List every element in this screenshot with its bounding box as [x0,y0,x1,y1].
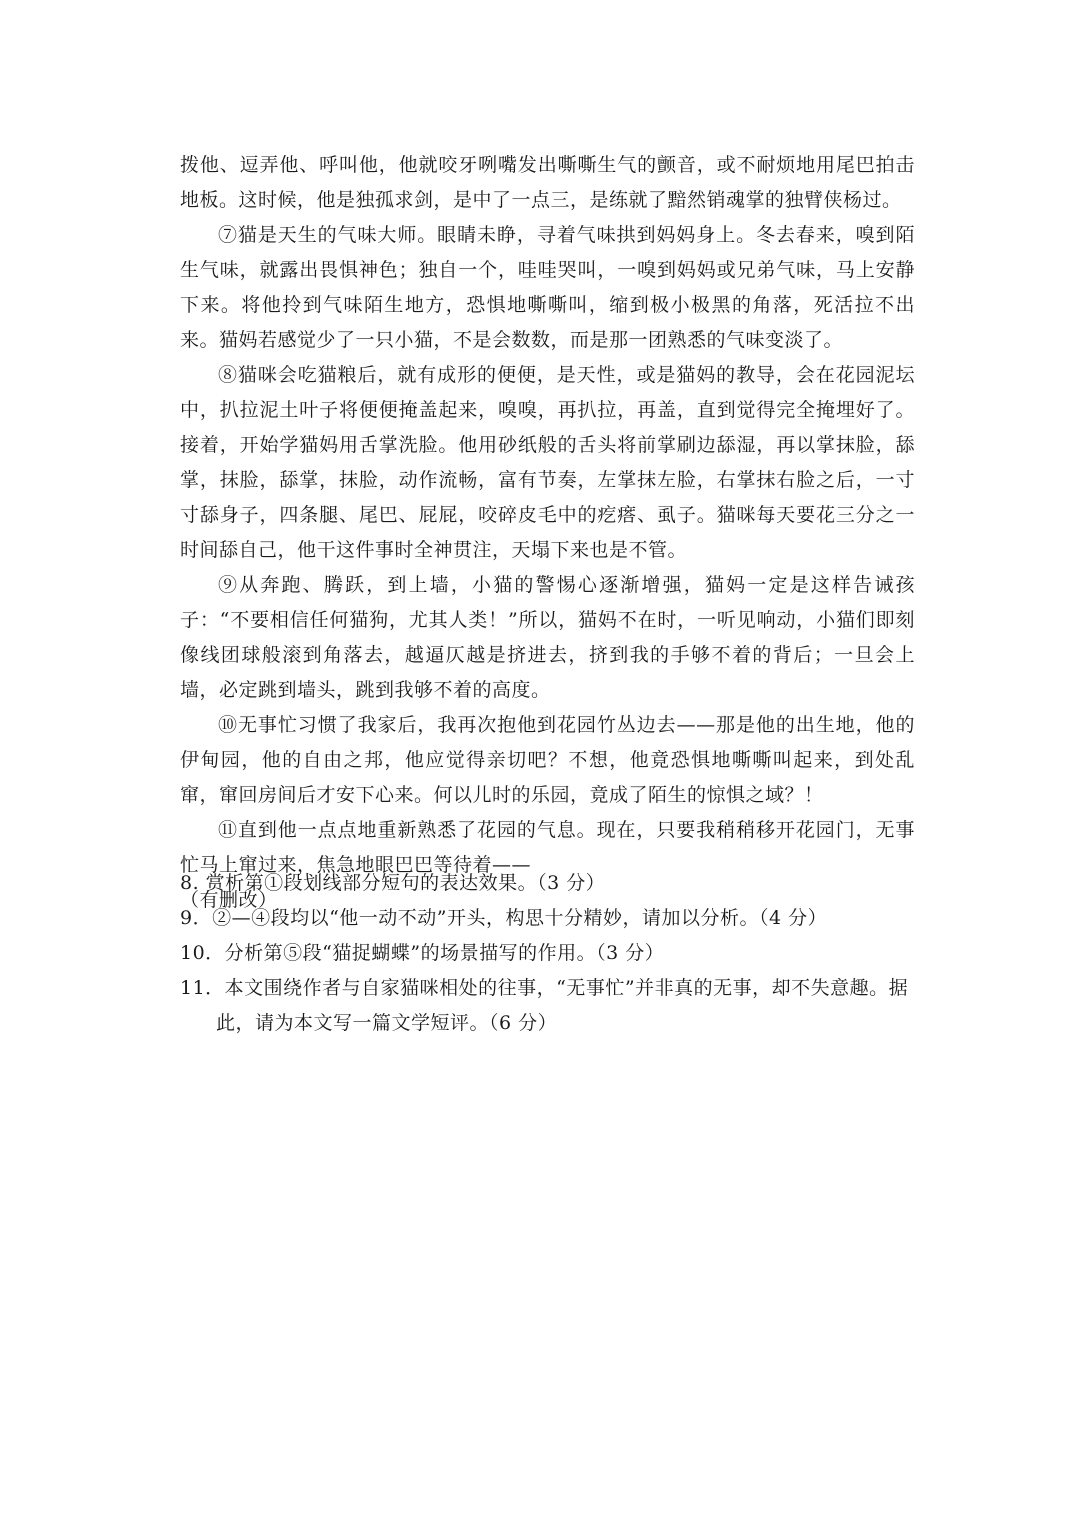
passage-paragraph-10: ⑩无事忙习惯了我家后，我再次抱他到花园竹丛边去——那是他的出生地，他的伊甸园，他的自由之邦，他应觉得亲切吧？不想，他竟恐惧地嘶嘶叫起来，到处乱窜，窜回房间后才安下心来。何以儿时的乐园，竟成了陌生的惊惧之域？！ [180,714,915,806]
passage-paragraph-9: ⑨从奔跑、腾跃，到上墙，小猫的警惕心逐渐增强，猫妈一定是这样告诫孩子：“不要相信任何猫狗，尤其人类！”所以，猫妈不在时，一听见响动，小猫们即刻像线团球般滚到角落去，越逼仄越是挤进去，挤到我的手够不着的背后；一旦会上墙，必定跳到墙头，跳到我够不着的高度。 [180,574,915,701]
question-9: 9．②—④段均以“他一动不动”开头，构思十分精妙，请加以分析。（4 分） [180,907,828,929]
question-8: 8. 赏析第①段划线部分短句的表达效果。（3 分） [180,872,606,894]
passage-paragraph-7: ⑦猫是天生的气味大师。眼睛未睁，寻着气味拱到妈妈身上。冬去春来，嗅到陌生气味，就露出畏惧神色；独自一个，哇哇哭叫，一嗅到妈妈或兄弟气味，马上安静下来。将他拎到气味陌生地方，恐惧地嘶嘶叫，缩到极小极黑的角落，死活拉不出来。猫妈若感觉少了一只小猫，不是会数数，而是那一团熟悉的气味变淡了。 [180,224,915,351]
passage-paragraph-8: ⑧猫咪会吃猫粮后，就有成形的便便，是天性，或是猫妈的教导，会在花园泥坛中，扒拉泥土叶子将便便掩盖起来，嗅嗅，再扒拉，再盖，直到觉得完全掩埋好了。接着，开始学猫妈用舌掌洗脸。他用砂纸般的舌头将前掌刷边舔湿，再以掌抹脸，舔掌，抹脸，舔掌，抹脸，动作流畅，富有节奏，左掌抹左脸，右掌抹右脸之后，一寸寸舔身子，四条腿、尾巴、屁屁，咬碎皮毛中的疙瘩、虱子。猫咪每天要花三分之一时间舔自己，他干这件事时全神贯注，天塌下来也是不管。 [180,364,915,561]
question-11: 11．本文围绕作者与自家猫咪相处的往事，“无事忙”并非真的无事，却不失意趣。据此，请为本文写一篇文学短评。（6 分） [180,977,909,1034]
passage-paragraph-11: ⑪直到他一点点地重新熟悉了花园的气息。现在，只要我稍稍移开花园门，无事忙马上窜过来，焦急地眼巴巴等待着—— [180,819,915,876]
reading-passage [180,148,915,918]
question-10: 10．分析第⑤段“猫捉蝴蝶”的场景描写的作用。（3 分） [180,942,665,964]
passage-paragraph-6-cont: 拨他、逗弄他、呼叫他，他就咬牙咧嘴发出嘶嘶生气的颤音，或不耐烦地用尾巴拍击地板。这时候，他是独孤求剑，是中了一点三，是练就了黯然销魂掌的独臂侠杨过。 [180,154,915,211]
source-note: （有删改） [180,889,278,911]
question-list [180,866,915,1041]
